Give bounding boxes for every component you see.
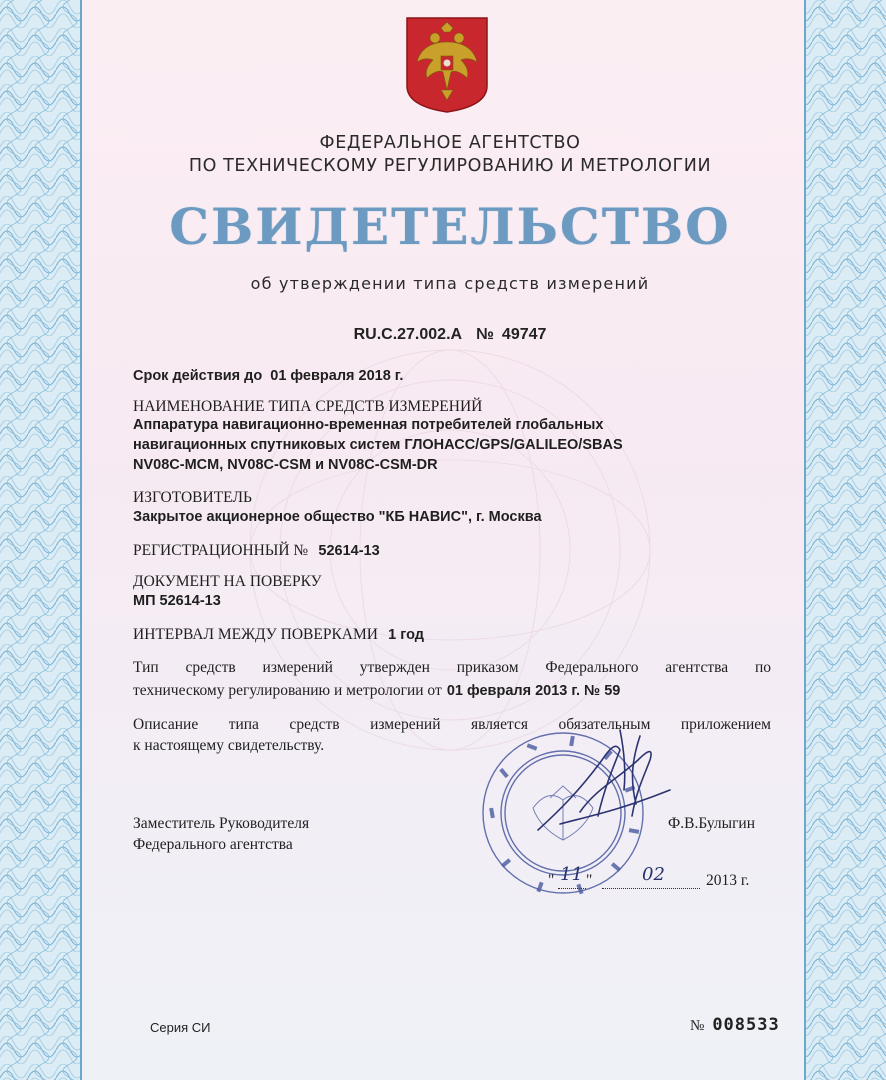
serial-number-value: 008533: [712, 1015, 780, 1035]
description-line1: Описание типа средств измерений является обязательным приложением: [133, 716, 771, 733]
description-line2: к настоящему свидетельству.: [133, 737, 325, 754]
manufacturer-value: Закрытое акционерное общество "КБ НАВИС", г. Москва: [133, 509, 542, 525]
validity-label: Срок действия до: [133, 368, 263, 384]
validity: [133, 368, 783, 384]
certificate-code: RU.C.27.002.A: [353, 326, 463, 343]
agency-name-line1: ФЕДЕРАЛЬНОЕ АГЕНТСТВО: [319, 133, 581, 153]
signatory-title-line2: Федерального агентства: [133, 836, 293, 853]
validity-date: 01 февраля 2018 г.: [270, 368, 404, 384]
series-label: Серия СИ: [150, 1020, 211, 1035]
certificate-number: [150, 326, 750, 344]
interval-label: ИНТЕРВАЛ МЕЖДУ ПОВЕРКАМИ: [133, 626, 378, 643]
agency-name-line2: ПО ТЕХНИЧЕСКОМУ РЕГУЛИРОВАНИЮ И МЕТРОЛОГИИ: [188, 156, 712, 176]
signing-date: " 11 " 02 2013 г.: [548, 864, 750, 889]
document-subtitle: об утверждении типа средств измерений: [250, 274, 650, 293]
number-sign: №: [476, 326, 494, 343]
registration-value: 52614-13: [318, 543, 380, 559]
signatory-title-line1: Заместитель Руководителя: [133, 815, 310, 832]
registration: [133, 540, 783, 560]
instrument-type-line2: навигационных спутниковых систем ГЛОНАСС/GPS/GALILEO/SBAS: [133, 437, 623, 453]
approval-line1: Тип средств измерений утвержден приказом Федерального агентства по: [133, 659, 771, 676]
interval: [133, 624, 783, 644]
instrument-type-line1: Аппаратура навигационно-временная потребителей глобальных: [133, 417, 604, 433]
signing-year: 2013 г.: [706, 872, 750, 889]
approval-line2-text: техническому регулированию и метрологии от: [133, 682, 442, 699]
certificate-number-value: 49747: [501, 326, 547, 343]
document-title: СВИДЕТЕЛЬСТВО: [169, 197, 731, 256]
signing-day: 11: [560, 864, 583, 885]
signatory-name: Ф.В.Булыгин: [668, 815, 756, 832]
approval-order: 01 февраля 2013 г. № 59: [446, 683, 621, 699]
serial-sign: №: [690, 1018, 705, 1034]
interval-value: 1 год: [388, 627, 424, 643]
signing-month: 02: [642, 864, 665, 885]
instrument-type-label: НАИМЕНОВАНИЕ ТИПА СРЕДСТВ ИЗМЕРЕНИЙ: [133, 398, 483, 415]
approval-line2: [133, 680, 783, 700]
registration-label: РЕГИСТРАЦИОННЫЙ №: [133, 542, 309, 559]
instrument-type-line3: NV08C-MCM, NV08C-CSM и NV08C-CSM-DR: [133, 457, 438, 473]
verification-doc-value: МП 52614-13: [133, 593, 221, 609]
manufacturer-label: ИЗГОТОВИТЕЛЬ: [133, 489, 252, 506]
coat-of-arms-icon: [405, 16, 489, 114]
verification-doc-label: ДОКУМЕНТ НА ПОВЕРКУ: [133, 573, 322, 590]
serial-number: [690, 1015, 780, 1035]
